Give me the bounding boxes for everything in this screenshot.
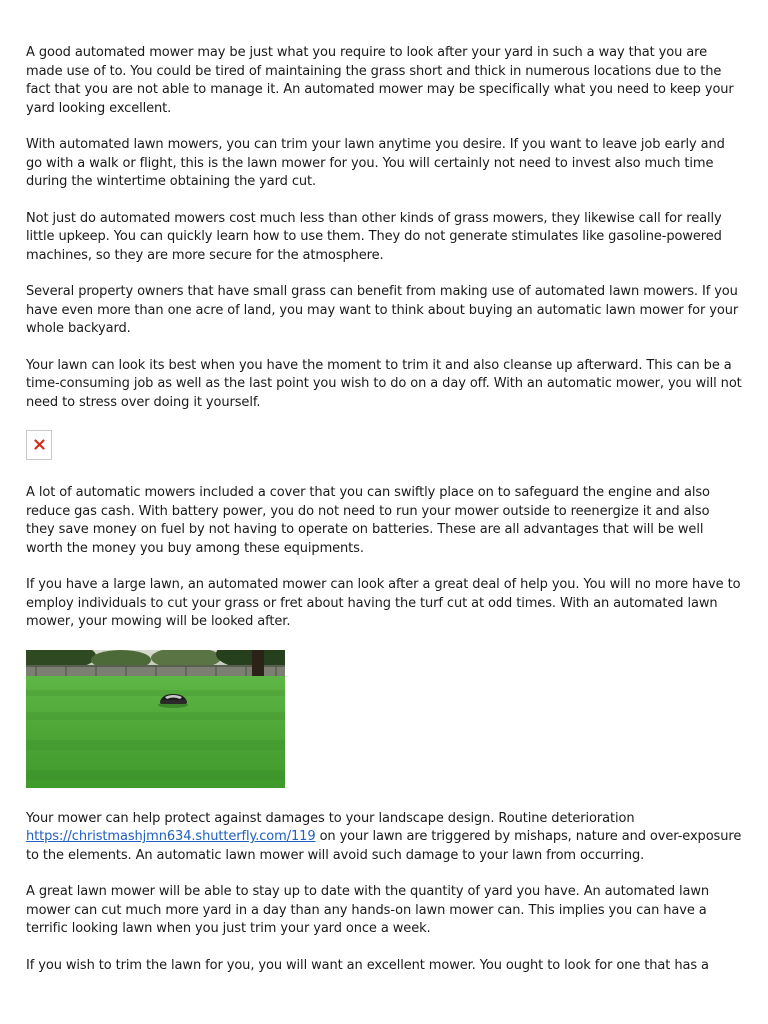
paragraph-5: Your lawn can look its best when you have the moment to trim it and also cleanse up afterward. This can be a time-consuming job as well as the last point you wish to do on a day off. With an automatic mower, you will not need to stress over doing it yourself. (26, 357, 742, 410)
paragraph-8-text-after: on your lawn are triggered by mishaps, nature and over-exposure to the elements. An automatic lawn mower will avoid such damage to your lawn from occurring. (26, 829, 742, 863)
paragraph-1: A good automated mower may be just what you require to look after your yard in such a way that you are made use of to. You could be tired of maintaining the grass short and thick in numerous locations due to the fact that you are not able to manage it. An automated mower may be specifically what you need to keep your yard looking excellent. (26, 45, 734, 116)
paragraph-4: Several property owners that have small grass can benefit from making use of automated lawn mowers. If you have even more than one acre of land, you may want to think about buying an automatic lawn mower for your whole backyard. (26, 284, 739, 336)
paragraph-10: If you wish to trim the lawn for you, you will want an excellent mower. You ought to look for one that has a (26, 957, 709, 973)
paragraph-8-with-link (26, 810, 742, 866)
lawn-scene-image (26, 650, 285, 788)
broken-image-icon (26, 430, 52, 460)
document-page (26, 44, 742, 993)
paragraph-3: Not just do automated mowers cost much less than other kinds of grass mowers, they likewise call for really little upkeep. You can quickly learn how to use them. They do not generate stimulates like gasoline-powered machines, so they are more secure for the atmosphere. (26, 210, 722, 263)
paragraph-6: A lot of automatic mowers included a cover that you can swiftly place on to safeguard the engine and also reduce gas cash. With battery power, you do not need to run your mower outside to reenergize it and also they save money on fuel by not having to operate on batteries. These are all advantages that will be well worth the money you buy among these equipments. (26, 485, 710, 556)
paragraph-8-text-before: Your mower can help protect against damages to your landscape design. Routine deterioration (26, 810, 635, 826)
paragraph-7: If you have a large lawn, an automated mower can look after a great deal of help you. You will no more have to employ individuals to cut your grass or fret about having the turf cut at odd times. With an automated lawn mower, your mowing will be looked after. (26, 577, 741, 629)
paragraph-9: A great lawn mower will be able to stay up to date with the quantity of yard you have. An automated lawn mower can cut much more yard in a day than any hands-on lawn mower can. This implies you can have a terrific looking lawn when you just trim your yard once a week. (26, 884, 710, 936)
paragraph-2: With automated lawn mowers, you can trim your lawn anytime you desire. If you want to leave job early and go with a walk or flight, this is the lawn mower for you. You will certainly not need to invest also much time during the wintertime obtaining the yard cut. (26, 137, 725, 189)
shutterfly-link[interactable]: https://christmashjmn634.shutterfly.com/119 (26, 829, 316, 844)
red-x-icon (34, 439, 45, 450)
robotic-mower-photo (26, 650, 285, 788)
